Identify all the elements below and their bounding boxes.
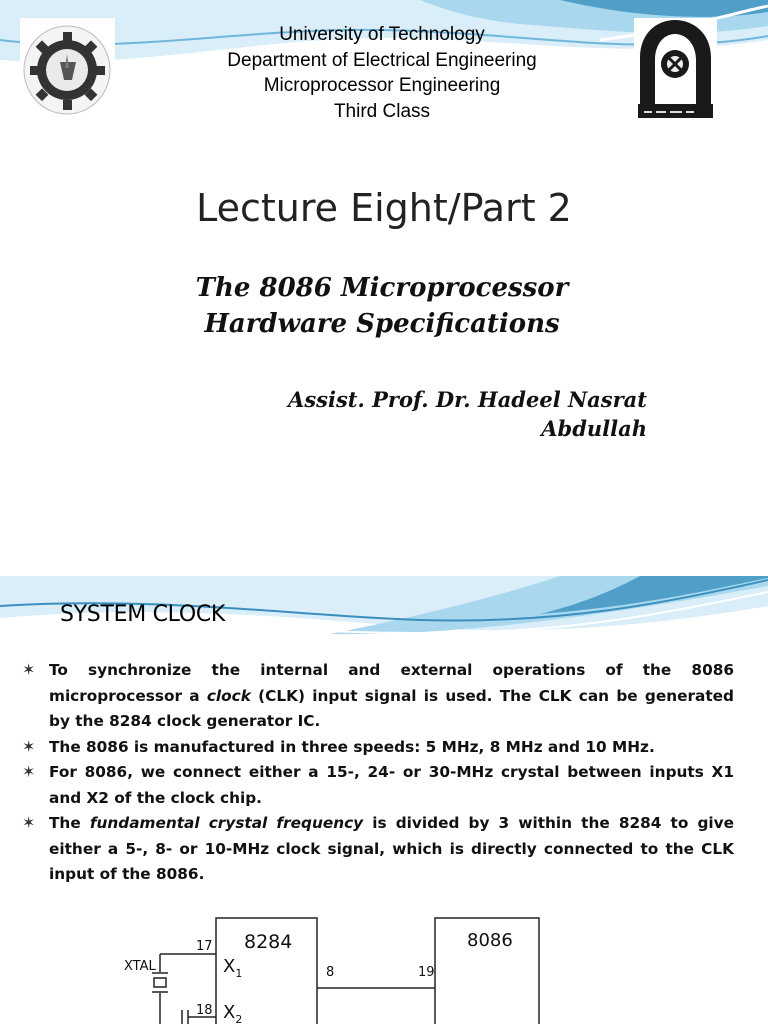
author: [288, 385, 647, 443]
pin-18-number: 18: [196, 1003, 213, 1018]
author-line: Assist. Prof. Dr. Hadeel Nasrat: [288, 387, 647, 412]
bullet-text: The: [49, 814, 90, 832]
pin-x2-label: $X_2$: [223, 1002, 243, 1024]
class-level: Third Class: [333, 100, 431, 122]
bullet-text: The 8086 is manufactured in three speeds: 5 MHz, 8 MHz and 10 MHz.: [49, 737, 655, 756]
star-bullet-icon: ✶: [22, 813, 36, 832]
star-bullet-icon: ✶: [22, 736, 36, 756]
pin-17-number: 17: [196, 939, 213, 954]
arch-emblem-icon: [634, 18, 717, 121]
lecture-subtitle: [0, 270, 764, 342]
xtal-label: XTAL: [124, 959, 156, 974]
university-logo: [634, 18, 717, 121]
department-name: Department of Electrical Engineering: [227, 49, 537, 71]
bullet-emphasis: fundamental crystal frequency: [89, 814, 364, 832]
slide-title: SYSTEM CLOCK: [60, 602, 226, 627]
clock-circuit-diagram: [0, 576, 768, 1024]
bullet-text: (CLK) input signal is used. The CLK can be generated by the 8284 clock generator IC.: [49, 686, 734, 730]
subtitle-line: Hardware Specifications: [204, 309, 560, 339]
star-bullet-icon: ✶: [22, 762, 36, 781]
university-name: University of Technology: [279, 24, 485, 45]
content-slide: [0, 576, 768, 1024]
lecture-title: Lecture Eight/Part 2: [196, 186, 572, 230]
author-line: Abdullah: [541, 416, 647, 441]
star-bullet-icon: ✶: [22, 660, 36, 679]
institution-header: [140, 22, 624, 124]
bullet-text: To synchronize the internal and external operations of the 8086 microprocessor a: [49, 661, 734, 705]
subtitle-line: The 8086 Microprocessor: [195, 273, 569, 303]
course-name: Microprocessor Engineering: [263, 75, 501, 96]
gear-emblem-icon: [20, 18, 115, 116]
crystal-icon: [154, 978, 166, 987]
bullet-text: is divided by 3 within the 8284 to give either a 5-, 8- or 10-MHz clock signal, which is directly connected to the CLK input of the 8086.: [49, 814, 735, 883]
pin-8-number: 8: [326, 965, 335, 980]
bullet-text: For 8086, we connect either a 15-, 24- or 30-MHz crystal between inputs X1 and X2 of the clock chip.: [49, 763, 734, 807]
pin-19-number: 19: [418, 965, 435, 980]
department-logo: [20, 18, 115, 116]
slide-gap: [0, 560, 768, 576]
pin-x1-label: $X_1$: [223, 956, 243, 980]
chip-8284-label: 8284: [244, 931, 293, 953]
bullet-emphasis: clock: [206, 686, 251, 705]
chip-8086-label: 8086: [467, 930, 513, 951]
